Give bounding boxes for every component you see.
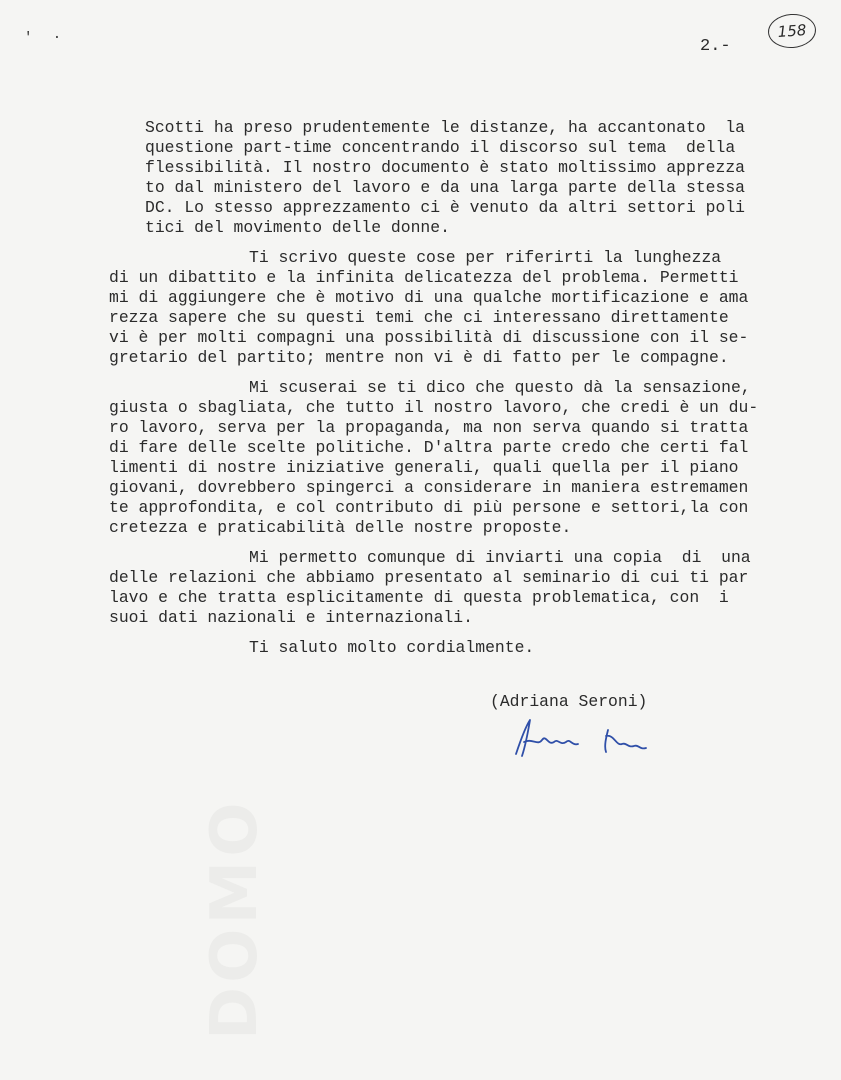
paragraph2-line: gretario del partito; mentre non vi è di fatto per le compagne. <box>109 348 729 367</box>
paragraph4-line: delle relazioni che abbiamo presentato al seminario di cui ti par <box>109 568 749 587</box>
paragraph1-line: to dal ministero del lavoro e da una larga parte della stessa <box>145 178 745 197</box>
paragraph2-line: rezza sapere che su questi temi che ci interessano direttamente <box>109 308 729 327</box>
paragraph3-line: giusta o sbagliata, che tutto il nostro lavoro, che credi è un du- <box>109 398 759 417</box>
signature-name: (Adriana Seroni) <box>490 692 648 711</box>
paragraph3-line: Mi scuserai se ti dico che questo dà la sensazione, <box>249 378 751 397</box>
paragraph2-line: vi è per molti compagni una possibilità di discussione con il se- <box>109 328 749 347</box>
page-number: 2.- <box>700 37 731 56</box>
corner-mark: ' · <box>24 30 68 46</box>
paragraph2-line: mi di aggiungere che è motivo di una qualche mortificazione e ama <box>109 288 749 307</box>
paragraph3-line: te approfondita, e col contributo di più persone e settori,la con <box>109 498 749 517</box>
paragraph2-line: Ti scrivo queste cose per riferirti la lunghezza <box>249 248 722 267</box>
paragraph3-line: giovani, dovrebbero spingerci a considerare in maniera estremamen <box>109 478 749 497</box>
paragraph3-line: ro lavoro, serva per la propaganda, ma non serva quando si tratta <box>109 418 749 437</box>
paragraph1-line: flessibilità. Il nostro documento è stato moltissimo apprezza <box>145 158 745 177</box>
paragraph1-line: questione part-time concentrando il discorso sul tema della <box>145 138 736 157</box>
paragraph3-line: limenti di nostre iniziative generali, quali quella per il piano <box>109 458 739 477</box>
paragraph3-line: cretezza e praticabilità delle nostre proposte. <box>109 518 572 537</box>
paragraph4-line: lavo e che tratta esplicitamente di questa problematica, con i <box>109 588 729 607</box>
paragraph1-line: DC. Lo stesso apprezzamento ci è venuto da altri settori poli <box>145 198 745 217</box>
paragraph3-line: di fare delle scelte politiche. D'altra parte credo che certi fal <box>109 438 749 457</box>
paragraph4-line: suoi dati nazionali e internazionali. <box>109 608 473 627</box>
paragraph2-line: di un dibattito e la infinita delicatezza del problema. Permetti <box>109 268 739 287</box>
paragraph4-line: Mi permetto comunque di inviarti una copia di una <box>249 548 751 567</box>
closing-line: Ti saluto molto cordialmente. <box>249 638 535 657</box>
paragraph1-line: tici del movimento delle donne. <box>145 218 450 237</box>
handwritten-signature <box>510 712 670 762</box>
paragraph1-line: Scotti ha preso prudentemente le distanze, ha accantonato la <box>145 118 745 137</box>
archive-number-stamp: 158 <box>767 12 817 49</box>
